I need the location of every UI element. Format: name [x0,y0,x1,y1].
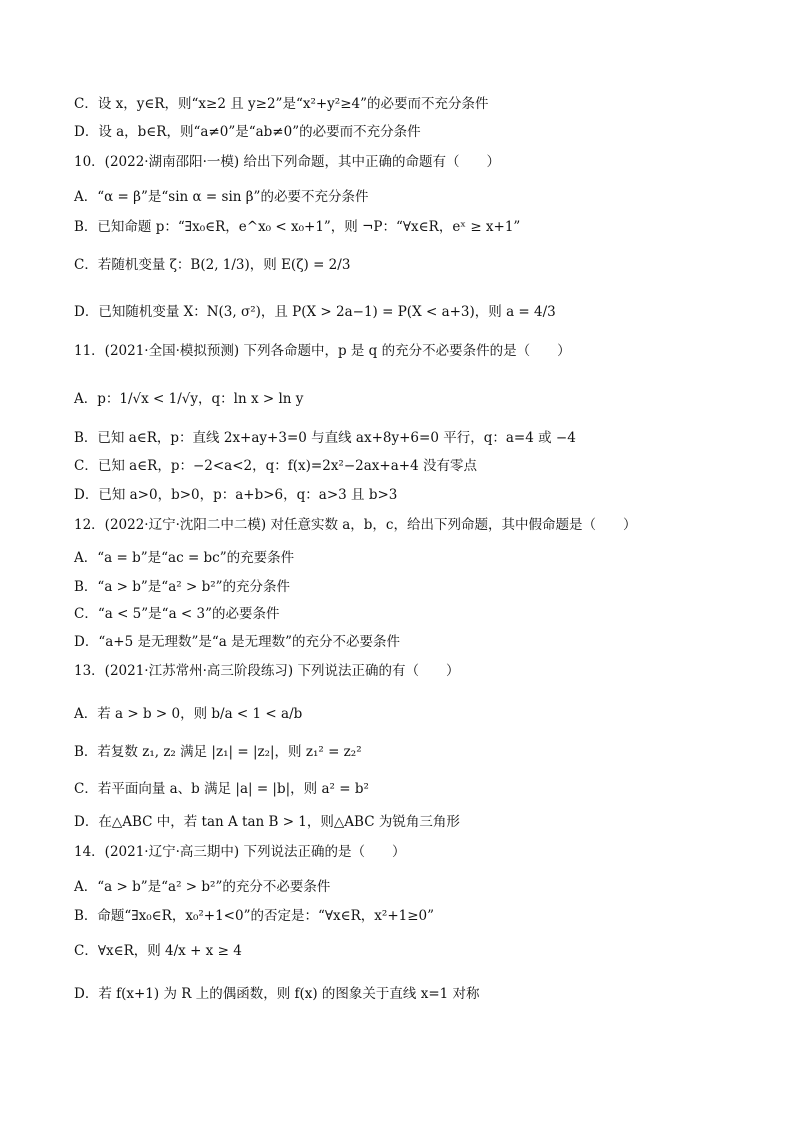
option-line: A．“a > b”是“a² > b²”的充分不必要条件 [74,879,331,895]
option-line: C．若平面向量 a、b 满足 |a| = |b|，则 a² = b² [74,781,369,797]
option-line: D．若 f(x+1) 为 R 上的偶函数，则 f(x) 的图象关于直线 x=1 对称 [74,986,480,1002]
option-line: C．设 x，y∈R，则“x≥2 且 y≥2”是“x²+y²≥4”的必要而不充分条件 [74,96,489,112]
question-line: 11．(2021·全国·模拟预测) 下列各命题中，p 是 q 的充分不必要条件的是（ ） [74,343,571,359]
question-line: 10．(2022·湖南邵阳·一模) 给出下列命题，其中正确的命题有（ ） [74,154,500,170]
question-line: 13．(2021·江苏常州·高三阶段练习) 下列说法正确的有（ ） [74,663,460,679]
option-line: C．若随机变量 ζ：B(2, 1/3)，则 E(ζ) = 2/3 [74,257,351,273]
option-line: B．已知 a∈R，p：直线 2x+ay+3=0 与直线 ax+8y+6=0 平行，q：a=4 或 −4 [74,430,576,446]
option-line: D．“a+5 是无理数”是“a 是无理数”的充分不必要条件 [74,634,401,650]
option-line: C．∀x∈R，则 4/x + x ≥ 4 [74,943,242,959]
option-line: B．若复数 z₁, z₂ 满足 |z₁| = |z₂|，则 z₁² = z₂² [74,744,362,760]
option-line: A．“a = b”是“ac = bc”的充要条件 [74,550,295,566]
option-line: A．若 a > b > 0，则 b/a < 1 < a/b [74,706,303,722]
option-line: A．p：1/√x < 1/√y，q：ln x > ln y [74,391,304,407]
option-line: D．已知随机变量 X：N(3, σ²)，且 P(X > 2a−1) = P(X < a+3)，则 a = 4/3 [74,304,556,320]
question-line: 12．(2022·辽宁·沈阳二中二模) 对任意实数 a，b，c，给出下列命题，其中假命题是（ ） [74,517,637,533]
option-line: B．命题“∃x₀∈R，x₀²+1<0”的否定是：“∀x∈R，x²+1≥0” [74,908,435,924]
option-line: B．“a > b”是“a² > b²”的充分条件 [74,579,291,595]
option-line: C．“a < 5”是“a < 3”的必要条件 [74,606,280,622]
option-line: C．已知 a∈R，p：−2<a<2，q：f(x)=2x²−2ax+a+4 没有零点 [74,458,477,474]
question-line: 14．(2021·辽宁·高三期中) 下列说法正确的是（ ） [74,844,406,860]
option-line: D．设 a，b∈R，则“a≠0”是“ab≠0”的必要而不充分条件 [74,124,421,140]
option-line: B．已知命题 p：“∃x₀∈R，e^x₀ < x₀+1”，则 ¬P：“∀x∈R，eˣ ≥ x+1” [74,219,521,235]
option-line: D．在△ABC 中，若 tan A tan B > 1，则△ABC 为锐角三角形 [74,814,460,830]
option-line: D．已知 a>0，b>0，p：a+b>6，q：a>3 且 b>3 [74,487,398,503]
option-line: A．“α = β”是“sin α = sin β”的必要不充分条件 [74,189,369,205]
